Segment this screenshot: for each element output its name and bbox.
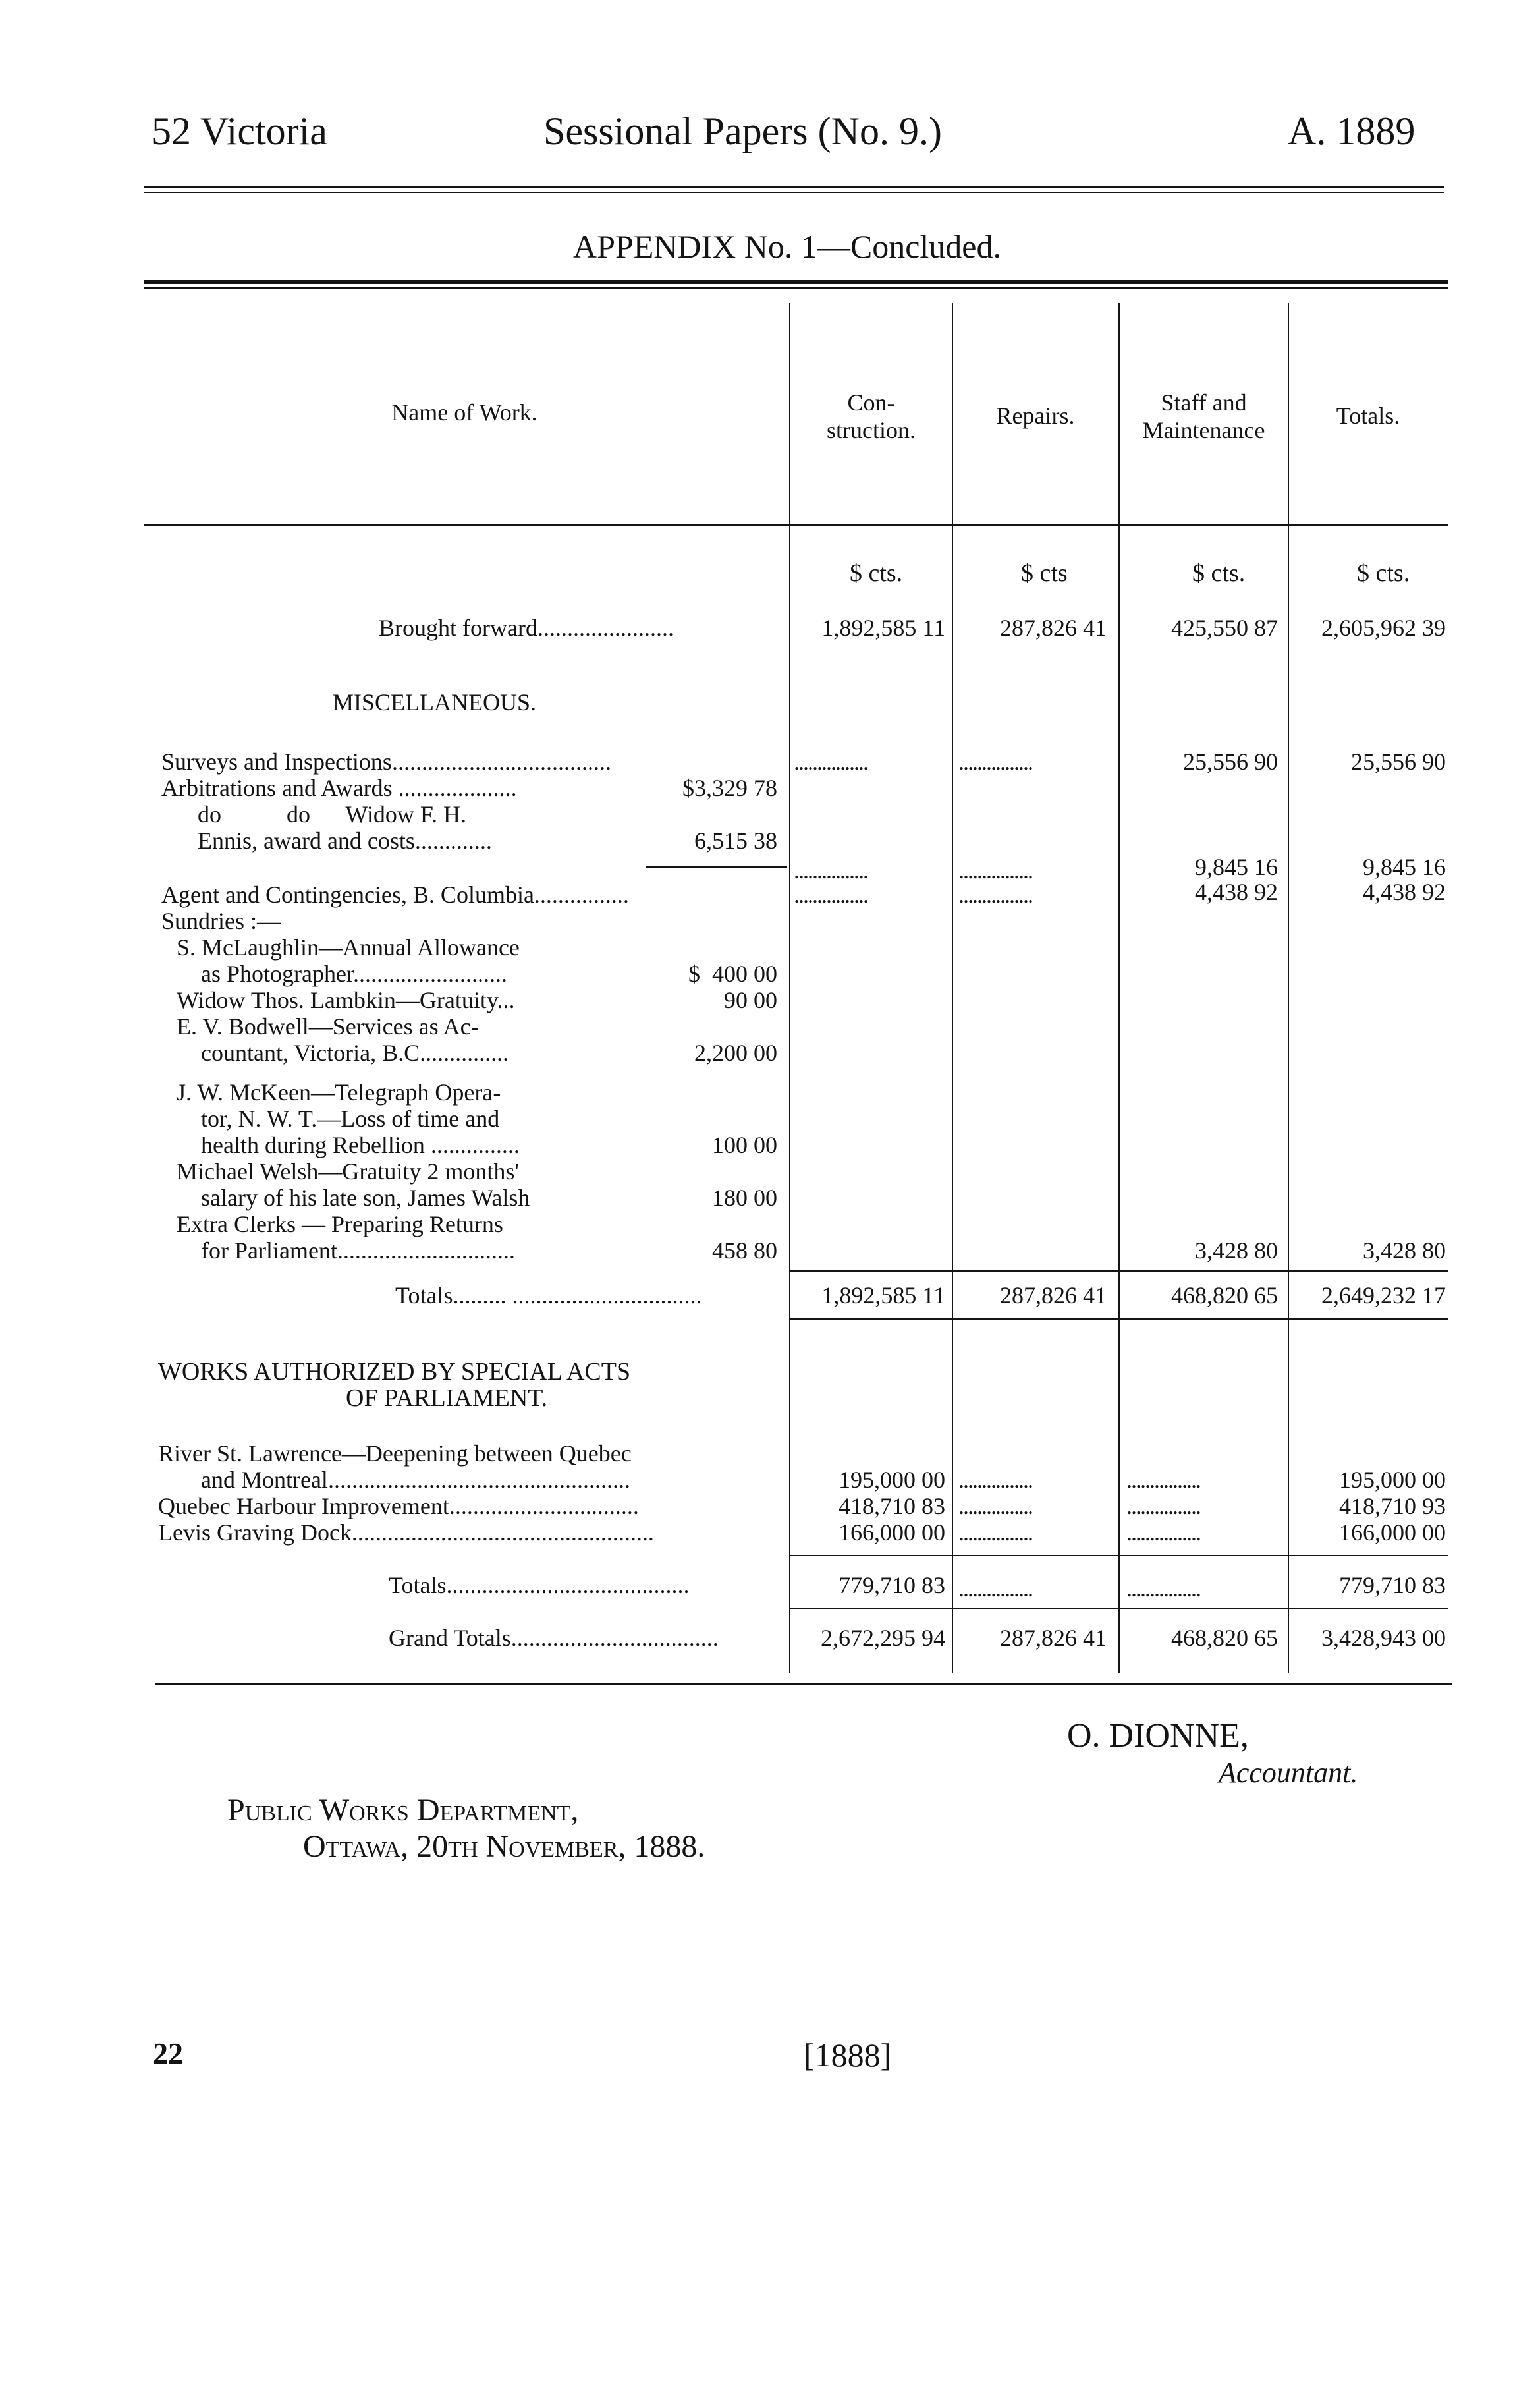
special-totals-rule-top [790, 1555, 1448, 1556]
sundry-line: for Parliament.............................. [201, 1237, 515, 1264]
sundry-line: health during Rebellion ............... [201, 1132, 520, 1158]
dots-repairs-special-totals: ................ [958, 1575, 1032, 1602]
dots-staff-river: ................ [1126, 1467, 1200, 1493]
dept-line2: Ottawa, 20th November, 1888. [303, 1829, 705, 1864]
header-rule-thin [144, 192, 1444, 193]
levis-label: Levis Graving Dock................................................... [158, 1519, 654, 1546]
quebec-construction: 418,710 83 [839, 1493, 945, 1519]
col-head-repairs: Repairs. [996, 403, 1075, 429]
dots-staff-levis: ................ [1126, 1519, 1200, 1546]
quebec-label: Quebec Harbour Improvement................................ [158, 1493, 639, 1519]
grand-totals-label: Grand Totals................................... [389, 1625, 719, 1651]
dept-line1: Public Works Department, [227, 1793, 579, 1828]
sundries-heading: Sundries :— [161, 908, 281, 934]
misc-totals-construction: 1,892,585 11 [821, 1282, 945, 1308]
col-head-staff: Staff and Maintenance [1142, 389, 1265, 443]
grand-totals-staff: 468,820 65 [1171, 1625, 1278, 1651]
arbitrations-amount2: 6,515 38 [694, 828, 777, 854]
dots-repairs-agent: ................ [958, 882, 1032, 908]
misc-totals-rule-bottom [790, 1318, 1448, 1320]
dots-repairs-river: ................ [958, 1467, 1032, 1493]
agent-label: Agent and Contingencies, B. Columbia................ [161, 882, 629, 908]
unit-totals: $ cts. [1357, 559, 1410, 587]
dots-construction-agent: ................ [794, 882, 867, 908]
dots-repairs-levis: ................ [958, 1519, 1032, 1546]
arbitrations-line3: Ennis, award and costs............. [198, 828, 492, 854]
unit-construction: $ cts. [850, 559, 903, 587]
appendix-title: APPENDIX No. 1—Concluded. [573, 228, 1001, 265]
misc-totals-label: Totals......... ................................ [395, 1282, 702, 1308]
misc-totals-totals: 2,649,232 17 [1321, 1282, 1446, 1308]
special-heading-2: OF PARLIAMENT. [346, 1384, 548, 1412]
misc-totals-staff: 468,820 65 [1171, 1282, 1278, 1308]
surveys-label: Surveys and Inspections..................................... [161, 748, 611, 775]
unit-staff: $ cts. [1192, 559, 1246, 587]
unit-repairs: $ cts [1021, 559, 1068, 587]
misc-totals-rule-top [790, 1270, 1448, 1272]
header-center: Sessional Papers (No. 9.) [543, 109, 942, 153]
quebec-totals: 418,710 93 [1339, 1493, 1446, 1519]
special-totals-totals: 779,710 83 [1339, 1572, 1446, 1598]
levis-construction: 166,000 00 [839, 1519, 945, 1546]
sundry-amount: 2,200 00 [694, 1040, 777, 1066]
sundry-amount: 100 00 [712, 1132, 777, 1158]
special-heading-1: WORKS AUTHORIZED BY SPECIAL ACTS [158, 1358, 631, 1386]
misc-heading: MISCELLANEOUS. [333, 689, 537, 716]
col-rule-3 [1118, 303, 1120, 1673]
signature-name: O. DIONNE, [1067, 1717, 1249, 1755]
brought-forward-totals: 2,605,962 39 [1321, 615, 1446, 641]
col-head-construction: Con- struction. [827, 389, 916, 443]
signature-title: Accountant. [1219, 1757, 1358, 1789]
col-rule-2 [952, 303, 953, 1673]
sundry-line: Michael Welsh—Gratuity 2 months' [177, 1158, 519, 1185]
sundry-amount: 180 00 [712, 1185, 777, 1211]
col-head-totals: Totals. [1336, 403, 1400, 429]
table-top-rule-thin [144, 287, 1448, 289]
heading-bottom-rule [144, 524, 1448, 526]
surveys-staff: 25,556 90 [1183, 748, 1278, 775]
agent-totals: 4,438 92 [1363, 879, 1446, 905]
river-construction: 195,000 00 [839, 1467, 945, 1493]
dots-construction-arbitrations: ................ [794, 857, 867, 884]
sundry-line: salary of his late son, James Walsh [201, 1185, 530, 1211]
sundry-line: as Photographer.......................... [201, 961, 507, 987]
sundry-line: Extra Clerks — Preparing Returns [177, 1211, 503, 1237]
dots-repairs-arbitrations: ................ [958, 857, 1032, 884]
brought-forward-staff: 425,550 87 [1171, 615, 1278, 641]
brought-forward-repairs: 287,826 41 [1000, 615, 1107, 641]
river-line2: and Montreal................................................... [201, 1467, 630, 1493]
arbitrations-amount1: $3,329 78 [682, 775, 777, 801]
header-rule [144, 186, 1444, 188]
dots-repairs-surveys: ................ [958, 748, 1032, 775]
arbitrations-staff: 9,845 16 [1195, 854, 1278, 880]
arbitrations-line2: do do Widow F. H. [198, 801, 467, 828]
footer-year: [1888] [804, 2037, 892, 2073]
grand-totals-repairs: 287,826 41 [1000, 1625, 1107, 1651]
arbitrations-line1: Arbitrations and Awards .................... [161, 775, 517, 801]
special-totals-label: Totals......................................... [389, 1572, 690, 1598]
sundry-line: J. W. McKeen—Telegraph Opera- [177, 1079, 501, 1106]
sundry-amount: 90 00 [724, 987, 777, 1013]
brought-forward-construction: 1,892,585 11 [821, 615, 945, 641]
levis-totals: 166,000 00 [1339, 1519, 1446, 1546]
dots-repairs-quebec: ................ [958, 1493, 1032, 1519]
agent-staff: 4,438 92 [1195, 879, 1278, 905]
grand-totals-construction: 2,672,295 94 [821, 1625, 945, 1651]
dots-construction-surveys: ................ [794, 748, 867, 775]
table-top-rule [144, 280, 1448, 284]
surveys-totals: 25,556 90 [1351, 748, 1446, 775]
arbitrations-totals: 9,845 16 [1363, 854, 1446, 880]
header-right: A. 1889 [1288, 109, 1416, 153]
arbitrations-sum-rule [646, 866, 787, 868]
special-totals-rule-bottom [790, 1608, 1448, 1609]
sundry-line: countant, Victoria, B.C............... [201, 1040, 509, 1066]
footer-page-number: 22 [153, 2037, 183, 2070]
river-totals: 195,000 00 [1339, 1467, 1446, 1493]
sundries-totals: 3,428 80 [1363, 1237, 1446, 1264]
sundry-amount: $ 400 00 [688, 961, 777, 987]
col-head-name: Name of Work. [391, 399, 537, 426]
dots-staff-quebec: ................ [1126, 1493, 1200, 1519]
sundry-amount: 458 80 [712, 1237, 777, 1264]
sundry-line: Widow Thos. Lambkin—Gratuity... [177, 987, 515, 1013]
dots-staff-special-totals: ................ [1126, 1575, 1200, 1602]
river-line1: River St. Lawrence—Deepening between Quebec [158, 1440, 632, 1467]
sundry-line: E. V. Bodwell—Services as Ac- [177, 1013, 479, 1040]
sundries-staff: 3,428 80 [1195, 1237, 1278, 1264]
special-totals-construction: 779,710 83 [839, 1572, 945, 1598]
header-left: 52 Victoria [151, 109, 327, 153]
misc-totals-repairs: 287,826 41 [1000, 1282, 1107, 1308]
sundry-line: S. McLaughlin—Annual Allowance [177, 934, 520, 961]
grand-totals-totals: 3,428,943 00 [1321, 1625, 1446, 1651]
brought-forward-label: Brought forward....................... [379, 615, 674, 641]
sundry-line: tor, N. W. T.—Loss of time and [201, 1106, 500, 1132]
table-bottom-rule [155, 1683, 1452, 1685]
